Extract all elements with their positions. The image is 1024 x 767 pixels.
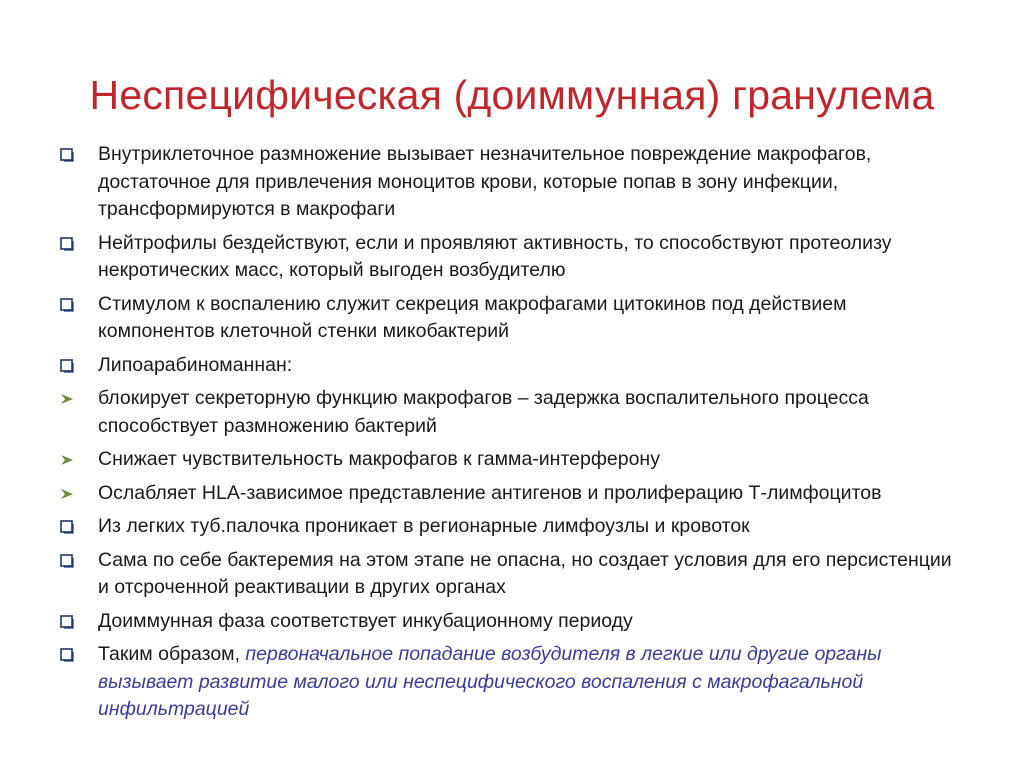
emphasis-text: первоначальное попадание возбудителя в легкие или другие органы вызывает развитие малого или неспецифического воспаления с макрофагальной инфильтрацией — [98, 643, 882, 720]
bullet-list — [58, 141, 958, 730]
arrow-icon — [60, 453, 74, 467]
checkbox-icon — [60, 520, 74, 534]
list-item — [58, 141, 958, 224]
list-item-text: Доиммунная фаза соответствует инкубационному периоду — [98, 609, 633, 632]
list-item-text: Внутриклеточное размножение вызывает незначительное повреждение макрофагов, достаточное для привлечения моноцитов крови, которые попав в зону инфекции, трансформируются в макрофаги — [98, 143, 872, 220]
list-item-text: Из легких туб.палочка проникает в регионарные лимфоузлы и кровоток — [98, 515, 750, 537]
arrow-icon — [60, 487, 74, 501]
list-item — [58, 446, 958, 474]
list-item-text: Стимулом к воспалению служит секреция макрофагами цитокинов под действием компонентов клеточной стенки микобактерий — [98, 292, 847, 342]
list-item — [58, 352, 958, 380]
list-item — [58, 230, 958, 285]
list-item-text: блокирует секреторную функцию макрофагов – задержка воспалительного процесса способствует размножению бактерий — [98, 387, 869, 437]
list-item-text: Сама по себе бактеремия на этом этапе не опасна, но создает условия для его персистенции и отсроченной реактивации в других органах — [98, 548, 952, 598]
list-item — [58, 641, 958, 724]
slide-title: Неспецифическая (доиммунная) гранулема — [89, 72, 935, 118]
list-item — [58, 480, 958, 508]
arrow-icon — [60, 392, 74, 406]
checkbox-icon — [60, 359, 74, 373]
list-item — [58, 291, 958, 346]
list-item-text: Ослабляет HLA-зависимое представление антигенов и пролиферацию Т-лимфоцитов — [98, 481, 882, 504]
checkbox-icon — [60, 298, 74, 312]
checkbox-icon — [60, 648, 74, 662]
list-item-text: Снижает чувствительность макрофагов к гамма-интерферону — [98, 448, 660, 470]
list-item — [58, 547, 958, 602]
list-item-text: Липоарабиноманнан: — [98, 353, 293, 376]
checkbox-icon — [60, 237, 74, 251]
checkbox-icon — [60, 615, 74, 629]
checkbox-icon — [60, 554, 74, 568]
list-item — [58, 385, 958, 440]
checkbox-icon — [60, 148, 74, 162]
list-item — [58, 513, 958, 541]
list-item-text: Таким образом, — [98, 643, 246, 665]
list-item — [58, 608, 958, 636]
list-item-text: Нейтрофилы бездействуют, если и проявляют активность, то способствуют протеолизу некротических масс, который выгоден возбудителю — [98, 231, 892, 281]
